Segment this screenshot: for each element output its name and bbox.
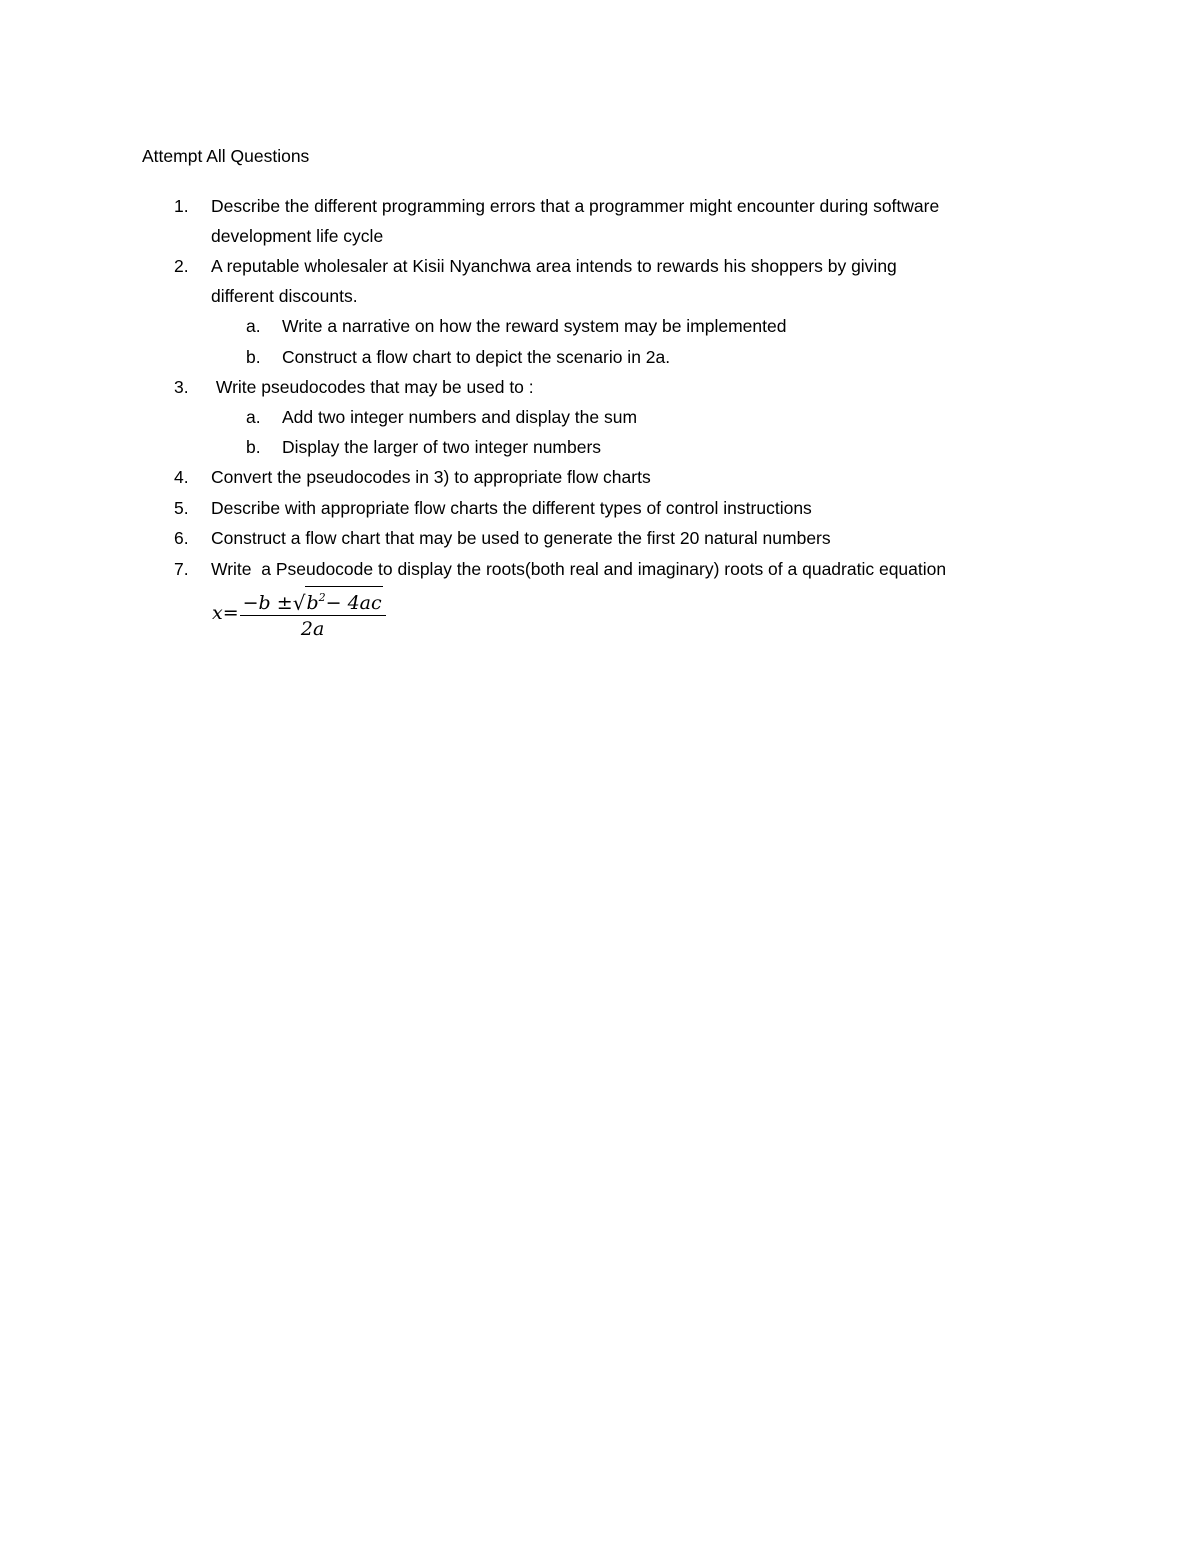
question-number: 4.	[174, 467, 189, 487]
subquestion-label: b.	[246, 347, 261, 367]
radical-sign: √	[292, 591, 306, 615]
question-text: Describe the different programming errors that a programmer might encounter during software	[211, 196, 940, 216]
question-number: 2.	[174, 256, 189, 276]
radicand-base: b	[306, 592, 319, 614]
question-number: 5.	[174, 498, 189, 518]
question-text: Write pseudocodes that may be used to :	[211, 377, 534, 397]
formula-numerator	[241, 586, 385, 615]
question-text: different discounts.	[211, 286, 358, 306]
subquestion-text: Display the larger of two integer numbers	[282, 437, 602, 457]
subquestion-text: Construct a flow chart to depict the scenario in 2a.	[282, 347, 671, 367]
subquestion-text: Add two integer numbers and display the sum	[282, 407, 638, 427]
subquestion-label: a.	[246, 316, 261, 336]
question-text: Construct a flow chart that may be used to generate the first 20 natural numbers	[211, 528, 831, 548]
radicand-rest: − 4ac	[325, 592, 382, 614]
question-number: 7.	[174, 559, 189, 579]
question-text: Convert the pseudocodes in 3) to appropriate flow charts	[211, 467, 651, 487]
question-number: 3.	[174, 377, 189, 397]
question-text: A reputable wholesaler at Kisii Nyanchwa area intends to rewards his shoppers by giving	[211, 256, 897, 276]
question-number: 1.	[174, 196, 189, 216]
quadratic-formula	[212, 586, 386, 640]
question-text: Write a Pseudocode to display the roots(both real and imaginary) roots of a quadratic equation	[211, 559, 947, 579]
formula-numerator-prefix: −b ±	[242, 592, 293, 614]
page-heading: Attempt All Questions	[142, 146, 310, 166]
radicand	[305, 586, 382, 614]
radicand-exponent: 2	[318, 591, 326, 604]
question-text: Describe with appropriate flow charts the different types of control instructions	[211, 498, 812, 518]
question-number: 6.	[174, 528, 189, 548]
subquestion-label: b.	[246, 437, 261, 457]
formula-fraction	[240, 586, 386, 640]
subquestion-label: a.	[246, 407, 261, 427]
question-text: development life cycle	[211, 226, 384, 246]
formula-lhs: x=	[212, 602, 239, 624]
formula-denominator: 2a	[300, 618, 325, 640]
square-root	[293, 586, 383, 614]
subquestion-text: Write a narrative on how the reward system may be implemented	[282, 316, 787, 336]
